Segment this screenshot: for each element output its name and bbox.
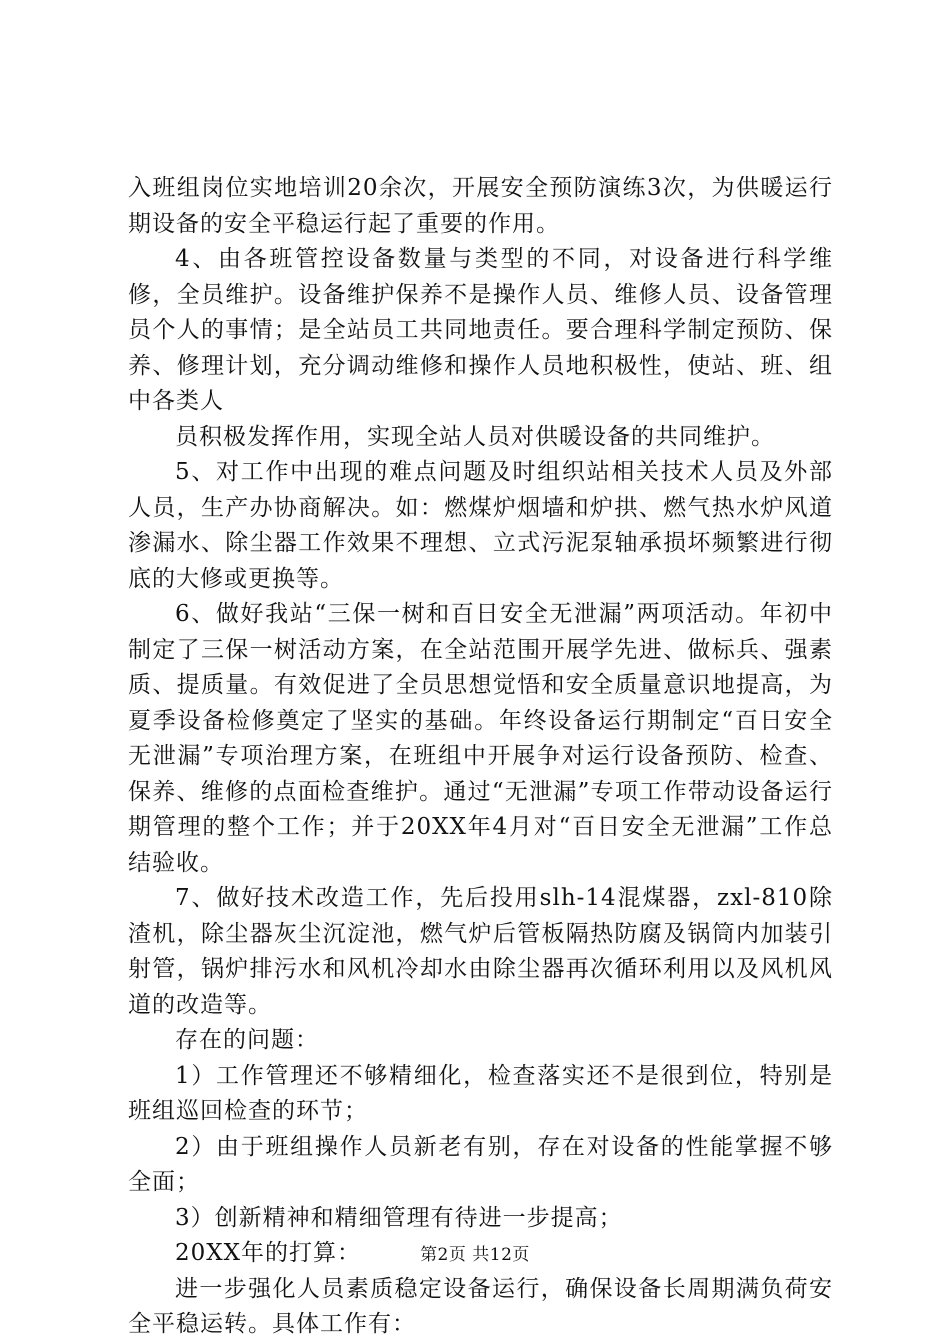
paragraph-1: 入班组岗位实地培训20余次，开展安全预防演练3次，为供暖运行期设备的安全平稳运行起了重要的作用。 bbox=[128, 175, 833, 237]
problem-item-2: 2）由于班组操作人员新老有别，存在对设备的性能掌握不够全面； bbox=[128, 1133, 833, 1195]
paragraph-5: 6、做好我站“三保一树和百日安全无泄漏”两项活动。年初中制定了三保一树活动方案，在全站范围开展学先进、做标兵、强素质、提质量。有效促进了全员思想觉悟和安全质量意识地提高，为夏季设备检修奠定了坚实的基础。年终设备运行期制定“百日安全无泄漏”专项治理方案，在班组中开展争对运行设备预防、检查、保养、维修的点面检查维护。通过“无泄漏”专项工作带动设备运行期管理的整个工作；并于20XX年4月对“百日安全无泄漏”工作总结验收。 bbox=[128, 601, 833, 876]
paragraph-3: 员积极发挥作用，实现全站人员对供暖设备的共同维护。 bbox=[175, 423, 775, 450]
section-heading-plans: 20XX年的打算： bbox=[175, 1240, 362, 1266]
problem-item-3: 3）创新精神和精细管理有待进一步提高； bbox=[175, 1204, 623, 1231]
paragraph-6: 7、做好技术改造工作，先后投用slh-14混煤器，zxl-810除渣机，除尘器灰尘沉淀池，燃气炉后管板隔热防腐及锅筒内加装引射管，锅炉排污水和风机冷却水由除尘器再次循环利用以及风机风道的改造等。 bbox=[128, 885, 833, 1018]
paragraph-4: 5、对工作中出现的难点问题及时组织站相关技术人员及外部人员，生产办协商解决。如：燃煤炉烟墙和炉拱、燃气热水炉风道渗漏水、除尘器工作效果不理想、立式污泥泵轴承损坏频繁进行彻底的大修或更换等。 bbox=[128, 459, 833, 592]
section-heading-problems: 存在的问题： bbox=[175, 1027, 319, 1053]
paragraph-2: 4、由各班管控设备数量与类型的不同，对设备进行科学维修，全员维护。设备维护保养不是操作人员、维修人员、设备管理员个人的事情；是全站员工共同地责任。要合理科学制定预防、保养、修理计划，充分调动维修和操作人员地积极性，使站、班、组中各类人 bbox=[128, 246, 833, 414]
document-body bbox=[128, 171, 833, 1343]
problem-item-1: 1）工作管理还不够精细化，检查落实还不是很到位，特别是班组巡回检查的环节； bbox=[128, 1062, 833, 1124]
page-number-footer: 第2页 共12页 bbox=[420, 1245, 530, 1265]
paragraph-plan: 进一步强化人员素质稳定设备运行，确保设备长周期满负荷安全平稳运转。具体工作有： bbox=[128, 1275, 833, 1337]
